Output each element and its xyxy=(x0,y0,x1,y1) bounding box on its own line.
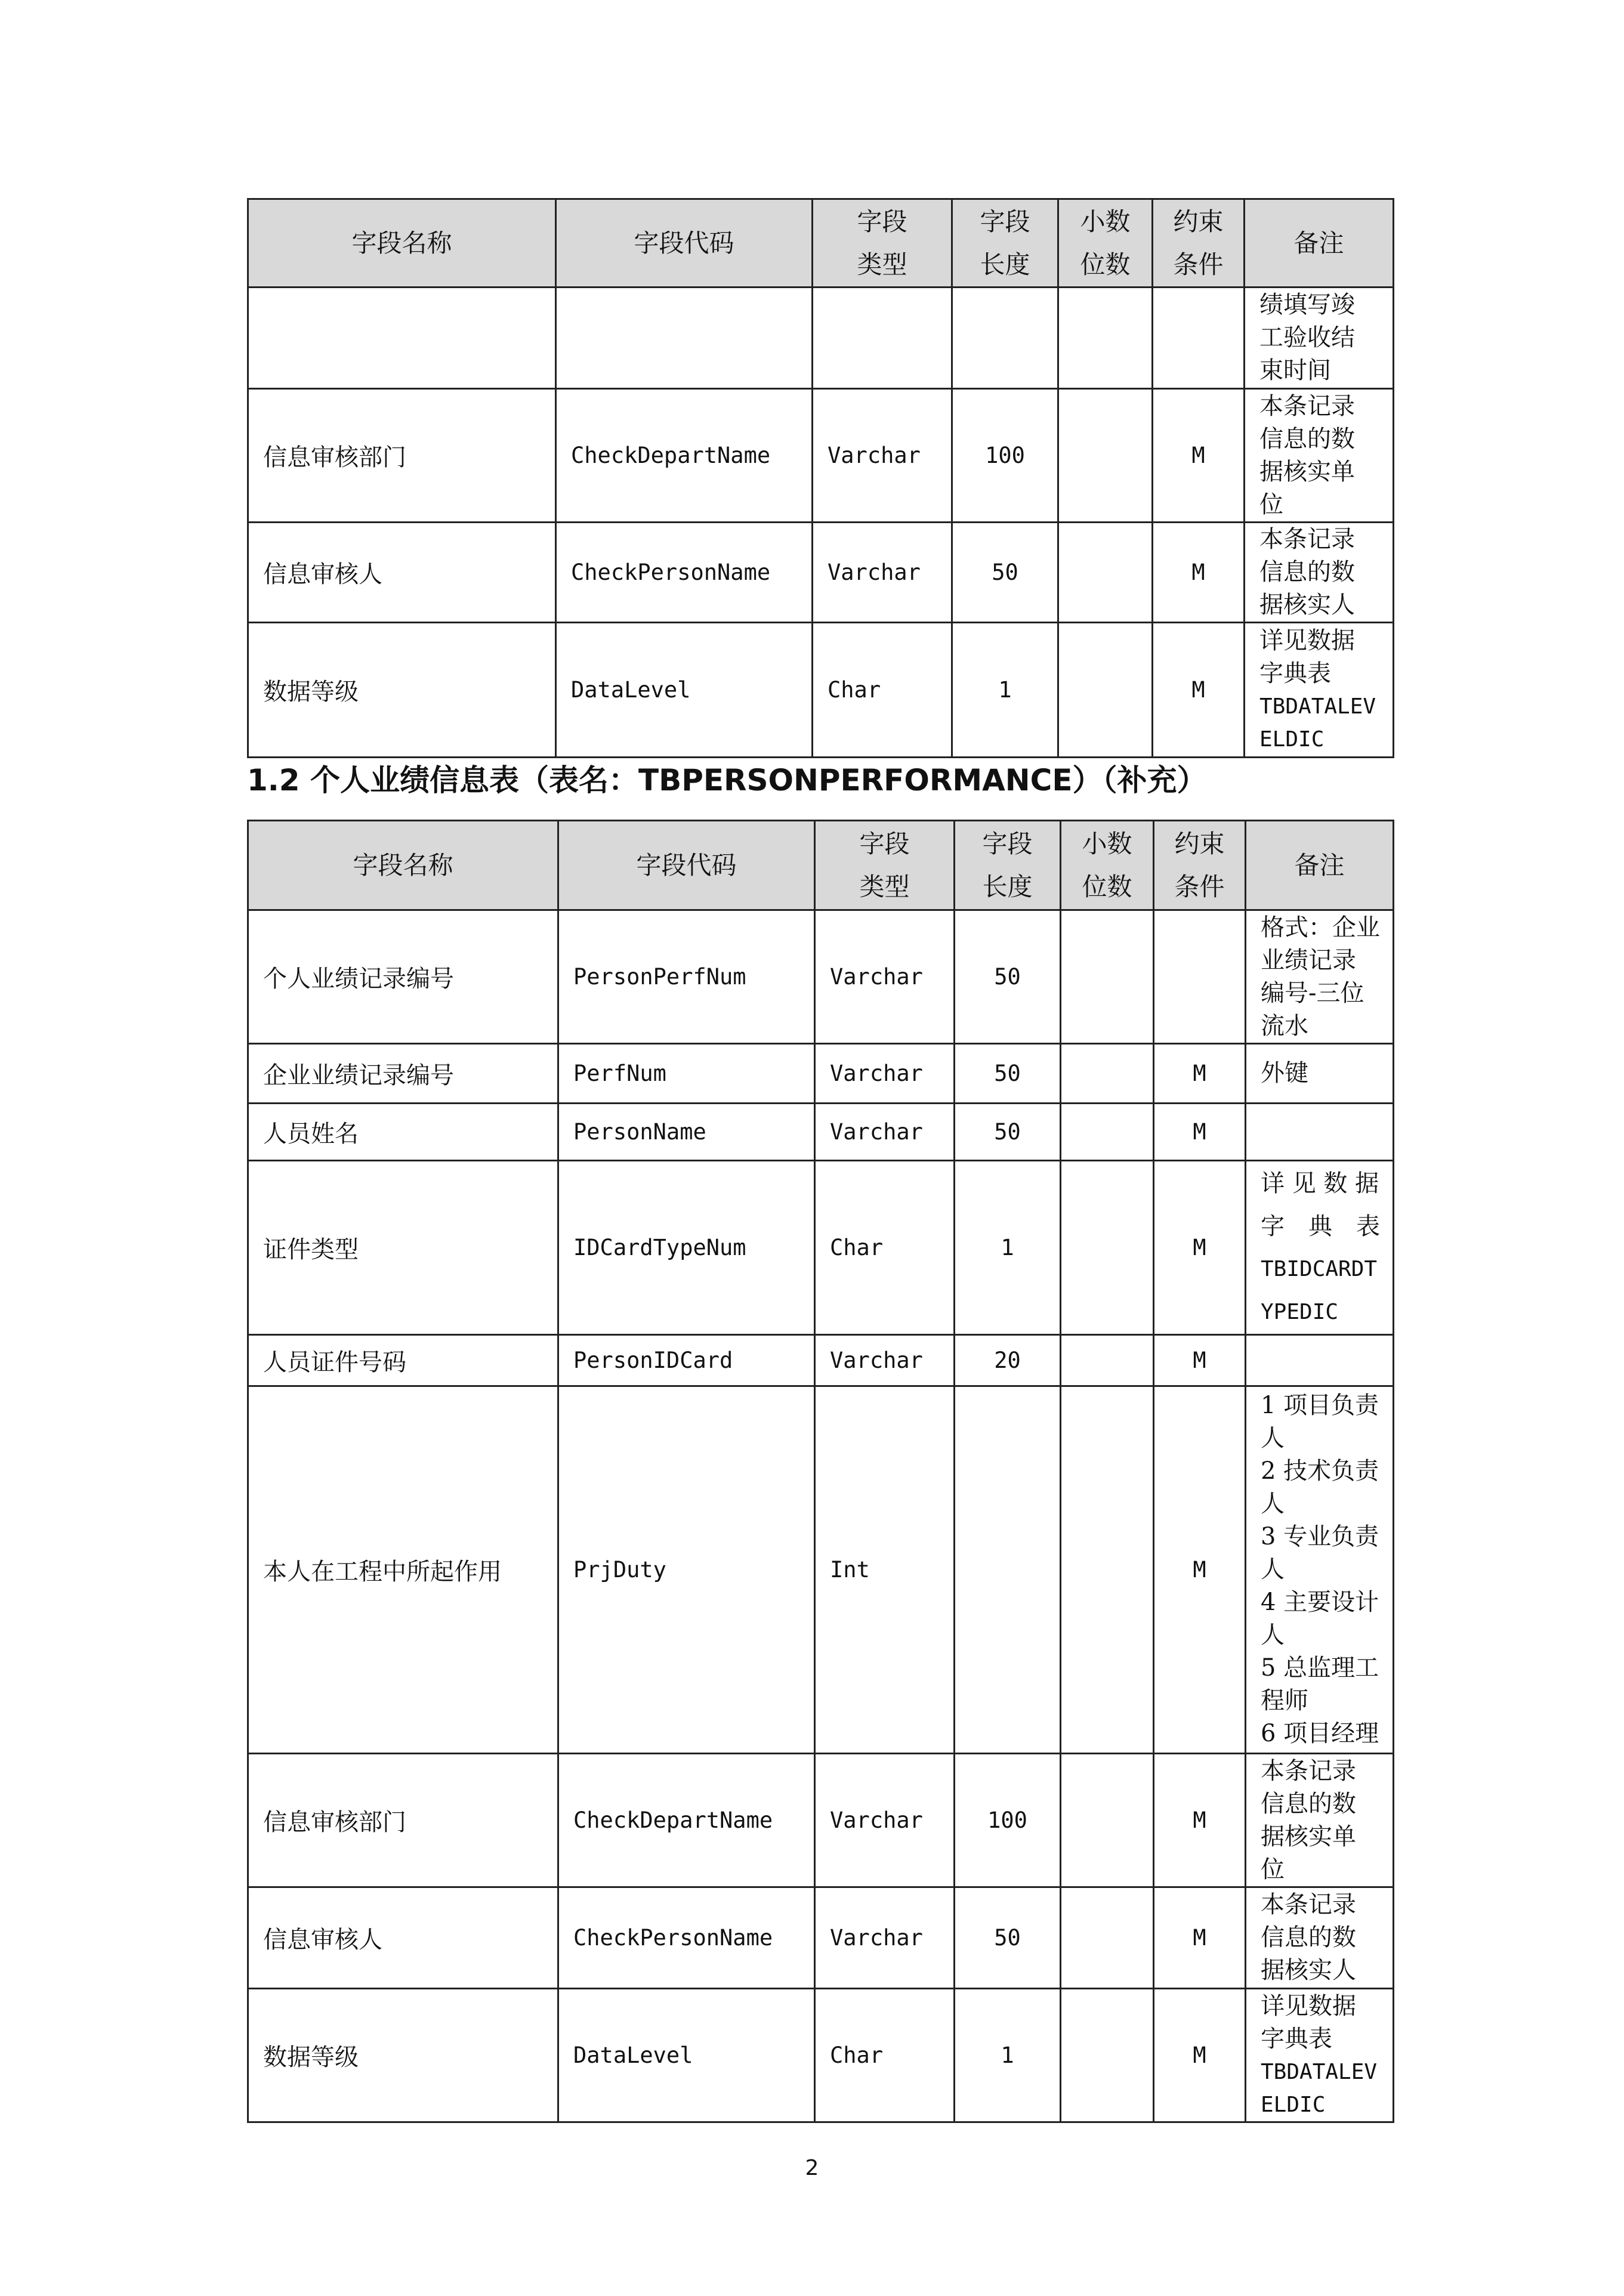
field-name-cell: 信息审核人 xyxy=(248,1887,558,1989)
field-length-cell: 100 xyxy=(952,389,1058,523)
decimals-cell xyxy=(1061,1754,1154,1887)
table-row xyxy=(248,389,1394,523)
header-remark: 备注 xyxy=(1245,199,1394,288)
constraint-cell xyxy=(1153,288,1245,389)
field-code-cell xyxy=(556,288,813,389)
remark-cell: 详见数据 字典表 TBDATALEV ELDIC xyxy=(1245,623,1394,758)
table-row xyxy=(248,523,1394,623)
decimals-cell xyxy=(1061,1386,1154,1754)
field-code-cell: CheckDepartName xyxy=(558,1754,815,1887)
field-type-cell: Char xyxy=(815,1989,955,2122)
field-length-cell: 1 xyxy=(952,623,1058,758)
remark-cell: 外键 xyxy=(1246,1044,1394,1104)
field-name-cell: 人员证件号码 xyxy=(248,1335,558,1386)
field-length-cell: 1 xyxy=(955,1989,1061,2122)
header-row xyxy=(248,199,1394,288)
field-code-cell: DataLevel xyxy=(558,1989,815,2122)
decimals-cell xyxy=(1061,1161,1154,1335)
header-field-name: 字段名称 xyxy=(248,199,556,288)
decimals-cell xyxy=(1061,1989,1154,2122)
field-name-cell: 企业业绩记录编号 xyxy=(248,1044,558,1104)
field-code-cell: CheckPersonName xyxy=(556,523,813,623)
field-code-cell: IDCardTypeNum xyxy=(558,1161,815,1335)
header-field-name: 字段名称 xyxy=(248,821,558,910)
field-name-cell: 人员姓名 xyxy=(248,1104,558,1161)
header-remark: 备注 xyxy=(1246,821,1394,910)
constraint-cell: M xyxy=(1154,1161,1246,1335)
constraint-cell xyxy=(1154,910,1246,1044)
field-type-cell: Varchar xyxy=(815,1044,955,1104)
header-constraint: 约束 条件 xyxy=(1153,199,1245,288)
constraint-cell: M xyxy=(1153,389,1245,523)
field-length-cell: 20 xyxy=(955,1335,1061,1386)
decimals-cell xyxy=(1061,1887,1154,1989)
field-type-cell: Varchar xyxy=(815,1335,955,1386)
remark-cell xyxy=(1246,1104,1394,1161)
decimals-cell xyxy=(1058,523,1153,623)
field-code-cell: DataLevel xyxy=(556,623,813,758)
decimals-cell xyxy=(1061,1104,1154,1161)
field-name-cell xyxy=(248,288,556,389)
field-type-cell: Varchar xyxy=(813,523,952,623)
constraint-cell: M xyxy=(1154,1989,1246,2122)
field-type-cell: Varchar xyxy=(815,1887,955,1989)
field-code-cell: PersonIDCard xyxy=(558,1335,815,1386)
field-length-cell xyxy=(952,288,1058,389)
remark-cell: 本条记录 信息的数 据核实单 位 xyxy=(1245,389,1394,523)
person-performance-table xyxy=(247,820,1394,2123)
header-row xyxy=(248,821,1394,910)
field-length-cell: 100 xyxy=(955,1754,1061,1887)
decimals-cell xyxy=(1061,1044,1154,1104)
field-code-cell: CheckDepartName xyxy=(556,389,813,523)
field-code-cell: PersonName xyxy=(558,1104,815,1161)
field-name-cell: 个人业绩记录编号 xyxy=(248,910,558,1044)
field-code-cell: PersonPerfNum xyxy=(558,910,815,1044)
field-type-cell: Varchar xyxy=(815,1104,955,1161)
table-row xyxy=(248,1104,1394,1161)
field-type-cell: Varchar xyxy=(815,1754,955,1887)
field-length-cell: 1 xyxy=(955,1161,1061,1335)
constraint-cell: M xyxy=(1154,1386,1246,1754)
header-decimals: 小数 位数 xyxy=(1061,821,1154,910)
remark-cell: 绩填写竣 工验收结 束时间 xyxy=(1245,288,1394,389)
field-table-continued xyxy=(247,198,1394,758)
field-name-cell: 本人在工程中所起作用 xyxy=(248,1386,558,1754)
remark-cell: 本条记录 信息的数 据核实单 位 xyxy=(1246,1754,1394,1887)
constraint-cell: M xyxy=(1153,523,1245,623)
field-type-cell: Char xyxy=(815,1161,955,1335)
table-row xyxy=(248,1044,1394,1104)
header-constraint: 约束 条件 xyxy=(1154,821,1246,910)
field-name-cell: 数据等级 xyxy=(248,1989,558,2122)
field-length-cell xyxy=(955,1386,1061,1754)
field-code-cell: PerfNum xyxy=(558,1044,815,1104)
field-code-cell: PrjDuty xyxy=(558,1386,815,1754)
table-row xyxy=(248,1754,1394,1887)
decimals-cell xyxy=(1058,288,1153,389)
header-field-length: 字段 长度 xyxy=(952,199,1058,288)
page-number: 2 xyxy=(805,2156,819,2180)
table-row xyxy=(248,1335,1394,1386)
field-length-cell: 50 xyxy=(952,523,1058,623)
constraint-cell: M xyxy=(1154,1104,1246,1161)
table-row xyxy=(248,288,1394,389)
field-type-cell: Char xyxy=(813,623,952,758)
constraint-cell: M xyxy=(1153,623,1245,758)
field-type-cell: Varchar xyxy=(815,910,955,1044)
constraint-cell: M xyxy=(1154,1887,1246,1989)
field-name-cell: 信息审核部门 xyxy=(248,1754,558,1887)
field-name-cell: 证件类型 xyxy=(248,1161,558,1335)
field-type-cell xyxy=(813,288,952,389)
remark-cell: 本条记录 信息的数 据核实人 xyxy=(1246,1887,1394,1989)
remark-cell: 本条记录 信息的数 据核实人 xyxy=(1245,523,1394,623)
field-type-cell: Varchar xyxy=(813,389,952,523)
constraint-cell: M xyxy=(1154,1044,1246,1104)
field-length-cell: 50 xyxy=(955,1887,1061,1989)
constraint-cell: M xyxy=(1154,1754,1246,1887)
field-type-cell: Int xyxy=(815,1386,955,1754)
remark-cell: 详 见 数 据 字 典 表 TBIDCARDT YPEDIC xyxy=(1246,1161,1394,1335)
table-row xyxy=(248,623,1394,758)
field-length-cell: 50 xyxy=(955,910,1061,1044)
header-field-type: 字段 类型 xyxy=(813,199,952,288)
remark-cell: 格式：企业 业绩记录 编号-三位 流水 xyxy=(1246,910,1394,1044)
decimals-cell xyxy=(1058,623,1153,758)
decimals-cell xyxy=(1058,389,1153,523)
table-row xyxy=(248,1386,1394,1754)
remark-cell xyxy=(1246,1335,1394,1386)
table-row xyxy=(248,1989,1394,2122)
table-row xyxy=(248,1161,1394,1335)
table-row xyxy=(248,910,1394,1044)
constraint-cell: M xyxy=(1154,1335,1246,1386)
field-name-cell: 信息审核部门 xyxy=(248,389,556,523)
table-row xyxy=(248,1887,1394,1989)
decimals-cell xyxy=(1061,910,1154,1044)
header-field-code: 字段代码 xyxy=(556,199,813,288)
remark-cell: 1 项目负责 人 2 技术负责 人 3 专业负责 人 4 主要设计 人 5 总监理工 程师 6 项目经理 xyxy=(1246,1386,1394,1754)
section-title: 1.2 个人业绩信息表（表名：TBPERSONPERFORMANCE）（补充） xyxy=(247,763,1207,798)
field-code-cell: CheckPersonName xyxy=(558,1887,815,1989)
field-name-cell: 数据等级 xyxy=(248,623,556,758)
field-length-cell: 50 xyxy=(955,1044,1061,1104)
header-field-length: 字段 长度 xyxy=(955,821,1061,910)
header-decimals: 小数 位数 xyxy=(1058,199,1153,288)
field-length-cell: 50 xyxy=(955,1104,1061,1161)
remark-cell: 详见数据 字典表 TBDATALEV ELDIC xyxy=(1246,1989,1394,2122)
header-field-code: 字段代码 xyxy=(558,821,815,910)
decimals-cell xyxy=(1061,1335,1154,1386)
field-name-cell: 信息审核人 xyxy=(248,523,556,623)
header-field-type: 字段 类型 xyxy=(815,821,955,910)
